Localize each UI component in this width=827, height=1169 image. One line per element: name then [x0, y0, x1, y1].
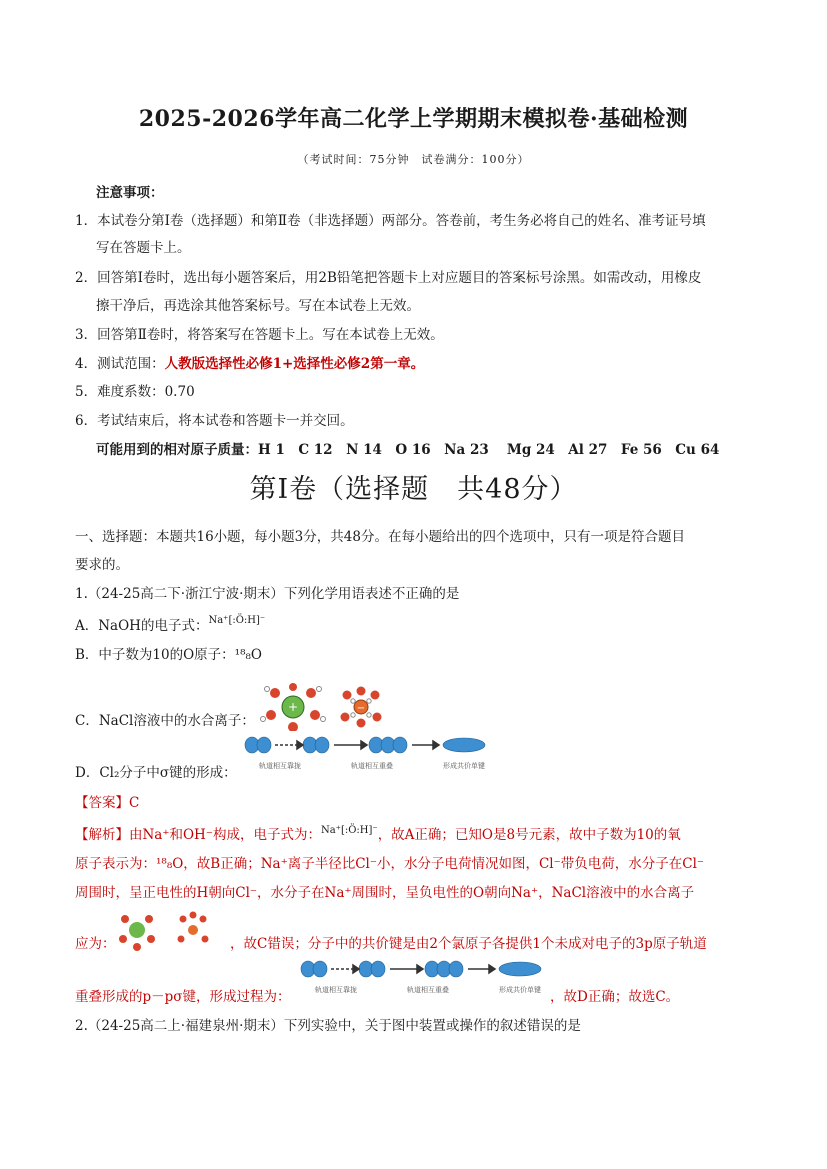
analysis-line-2: 原子表示为：¹⁸₈O，故B正确；Na⁺离子半径比Cl⁻小，水分子电荷情况如图，Cl⁻带负电荷，水分子在Cl⁻	[75, 856, 705, 872]
isotope-formula: ¹⁸₈O	[234, 647, 262, 663]
chain-label-3: 形成共价单键	[443, 762, 485, 770]
analysis-line-3: 周围时，呈正电性的H朝向Cl⁻，水分子在Na⁺周围时，呈负电性的O朝向Na⁺，NaCl溶液中的水合离子	[75, 885, 695, 901]
hydrated-anion	[341, 687, 382, 728]
notice-5: 5．难度系数：0.70	[75, 384, 195, 400]
orbital-overlap-figure	[242, 735, 492, 775]
analysis-line-5a: 重叠形成的p－pσ键，形成过程为：	[75, 989, 291, 1005]
hydrated-ions-figure	[257, 683, 397, 731]
notice-4: 4．测试范围：人教版选择性必修1+选择性必修2第一章。	[75, 356, 425, 372]
chain-label-1: 轨道相互靠拢	[259, 762, 301, 770]
answer-label: 【答案】C	[75, 795, 140, 811]
analysis-hydrated-ions-figure	[115, 909, 215, 951]
option-b: B．中子数为10的O原子：¹⁸₈O	[75, 647, 262, 663]
hydrated-cation	[261, 683, 326, 731]
notice-1: 1．本试卷分第Ⅰ卷（选择题）和第Ⅱ卷（非选择题）两部分。答卷前，考生务必将自己的姓名、准考证号填	[75, 213, 706, 229]
exam-subtitle: （考试时间：75分钟 试卷满分：100分）	[297, 153, 530, 166]
analysis-electron-formula: Na⁺[:Ö:H]⁻	[320, 825, 378, 836]
analysis-line-4a: 应为：	[75, 936, 116, 952]
svg-text:−: −	[356, 703, 366, 714]
notice-1-cont: 写在答题卡上。	[96, 240, 191, 256]
option-c: C．NaCl溶液中的水合离子：	[75, 713, 255, 729]
option-a: A．NaOH的电子式：$^{Na^+[:Ö:H]^-}$	[75, 615, 266, 634]
option-d: D．Cl₂分子中σ键的形成：	[75, 765, 237, 781]
question-2-stem: 2.（24-25高二上·福建泉州·期末）下列实验中，关于图中装置或操作的叙述错误的是	[75, 1018, 581, 1034]
analysis-line-1: 【解析】由Na⁺和OH⁻构成，电子式为：$^{Na^+[:Ö:H]^-}$，故A正确；已知O是8号元素，故中子数为10的氧	[75, 825, 681, 843]
chain-label-2: 轨道相互重叠	[351, 762, 393, 770]
notice-3: 3．回答第Ⅱ卷时，将答案写在答题卡上。写在本试卷上无效。	[75, 327, 444, 343]
section-title: 第Ⅰ卷（选择题 共48分）	[249, 474, 578, 505]
analysis-chain-label-2: 轨道相互重叠	[407, 986, 449, 994]
exam-title: 2025-2026学年高二化学上学期期末模拟卷·基础检测	[138, 106, 689, 132]
notice-2: 2．回答第Ⅰ卷时，选出每小题答案后，用2B铅笔把答题卡上对应题目的答案标号涂黑。如需改动，用橡皮	[75, 270, 702, 286]
analysis-chain-label-1: 轨道相互靠拢	[315, 986, 357, 994]
atomic-mass: 可能用到的相对原子质量：H 1 C 12 N 14 O 16 Na 23 Mg 24 Al 27 Fe 56 Cu 64	[96, 442, 720, 458]
notice-6: 6．考试结束后，将本试卷和答题卡一并交回。	[75, 413, 354, 429]
part-intro-cont: 要求的。	[75, 557, 129, 573]
notice-2-cont: 擦干净后，再选涂其他答案标号。写在本试卷上无效。	[96, 298, 420, 314]
electron-formula: Na⁺[:Ö:H]⁻	[208, 615, 266, 626]
analysis-line-4b: ，故C错误；分子中的共价键是由2个氯原子各提供1个未成对电子的3p原子轨道	[230, 936, 707, 952]
analysis-chain-label-3: 形成共价单键	[499, 986, 541, 994]
question-1-stem: 1.（24-25高二下·浙江宁波·期末）下列化学用语表述不正确的是	[75, 586, 460, 602]
notice-heading: 注意事项：	[96, 185, 164, 201]
analysis-line-5b: ，故D正确；故选C。	[550, 989, 680, 1005]
part-intro: 一、选择题：本题共16小题，每小题3分，共48分。在每小题给出的四个选项中，只有一项是符合题目	[75, 529, 685, 545]
analysis-orbital-figure	[298, 959, 548, 999]
svg-text:+: +	[287, 700, 299, 714]
